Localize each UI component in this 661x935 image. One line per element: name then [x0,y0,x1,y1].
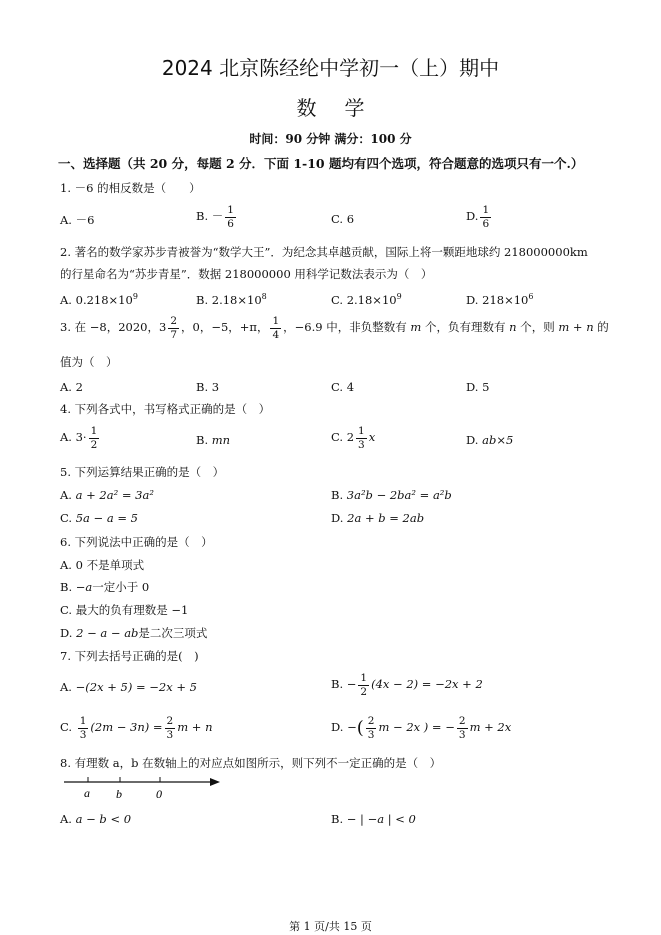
q1-option-b: B. － $\frac{1}{6}$ [196,204,234,230]
q1-option-c: C. 6 [331,212,355,226]
number-line-arrow [210,778,220,786]
q1-option-d: D. $\frac{1}{6}$ [466,204,490,230]
question-3-line2: 值为（ ） [60,355,118,369]
q2-option-d: D. $218\times 10^6$ [466,292,534,307]
label-0: 0 [156,787,162,801]
q7-option-a: A. −(2x + 5) = −2x + 5 [60,680,197,694]
page-title: 2024 北京陈经纶中学初一（上）期中 [161,56,500,80]
q5-option-d: D. 2a + b = 2ab [331,511,425,525]
question-6-stem: 6. 下列说法中正确的是（ ） [60,535,213,549]
q7-option-c: C. $\frac{1}{3}$ (2m − 3n) = $\frac{2}{3}$ m + n [60,715,213,741]
q3-option-d: D. 5 [466,380,490,394]
question-7-stem: 7. 下列去括号正确的是( ) [60,649,199,663]
question-1-stem: 1. －6 的相反数是（ ） [60,181,201,195]
q3-option-a: A. 2 [60,380,83,394]
q8-option-b: B. − | −a | < 0 [331,812,416,826]
question-2-line1: 2. 著名的数学家苏步青被誉为“数学大王”．为纪念其卓越贡献，国际上将一颗距地球约 218000000km [60,245,588,259]
q8-option-a: A. a − b < 0 [60,812,132,826]
q4-option-a: A. 3· $\frac{1}{2}$ [60,425,98,451]
q6-option-a: A. 0 不是单项式 [60,558,145,572]
q6-option-d: D. 2 − a − ab是二次三项式 [60,626,208,640]
q2-option-b: B. $2.18\times 10^8$ [196,292,267,307]
q4-option-b: B. mn [196,433,231,447]
question-3-line1: 3. 在 −8，2020，3 $\frac{2}{7}$ ，0，−5，+π， $\frac{1}{4}$ ，−6.9 中，非负整数有 m 个，负有理数有 n 个，则 m + n 的 [60,315,609,341]
label-a: a [84,786,90,800]
q3-option-c: C. 4 [331,380,355,394]
q2-option-c: C. $2.18\times 10^9$ [331,292,402,307]
q1-option-a: A. －6 [60,213,95,227]
q5-option-b: B. 3a²b − 2ba² = a²b [331,488,452,502]
number-line-figure [60,772,230,804]
subject-title: 数学 [296,96,393,120]
question-4-stem: 4. 下列各式中，书写格式正确的是（ ） [60,402,271,416]
q6-option-b: B. −a一定小于 0 [60,580,150,594]
q4-option-c: C. 2 $\frac{1}{3}$ x [331,425,376,451]
q5-option-a: A. a + 2a² = 3a² [60,488,154,502]
q3-option-b: B. 3 [196,380,220,394]
question-5-stem: 5. 下列运算结果正确的是（ ） [60,465,225,479]
page-footer: 第 1 页/共 15 页 [289,920,372,933]
question-2-line2: 的行星命名为“苏步青星”．数据 218000000 用科学记数法表示为（ ） [60,267,433,281]
time-info: 时间：90 分钟 满分：100 分 [249,132,412,146]
q5-option-c: C. 5a − a = 5 [60,511,138,525]
label-b: b [116,787,122,801]
q7-option-d: D. −( $\frac{2}{3}$ m − 2x ) = − $\frac{2}{3}$ m + 2x [331,715,512,741]
question-8-stem: 8. 有理数 a，b 在数轴上的对应点如图所示，则下列不一定正确的是（ ） [60,756,442,770]
section-heading: 一、选择题（共 20 分，每题 2 分．下面 1-10 题均有四个选项，符合题意的选项只有一个.） [58,156,584,171]
q4-option-d: D. ab×5 [466,433,514,447]
q6-option-c: C. 最大的负有理数是 −1 [60,603,189,617]
q7-option-b: B. − $\frac{1}{2}$ (4x − 2) = −2x + 2 [331,672,483,698]
q2-option-a: A. $0.218\times 10^9$ [60,292,138,307]
